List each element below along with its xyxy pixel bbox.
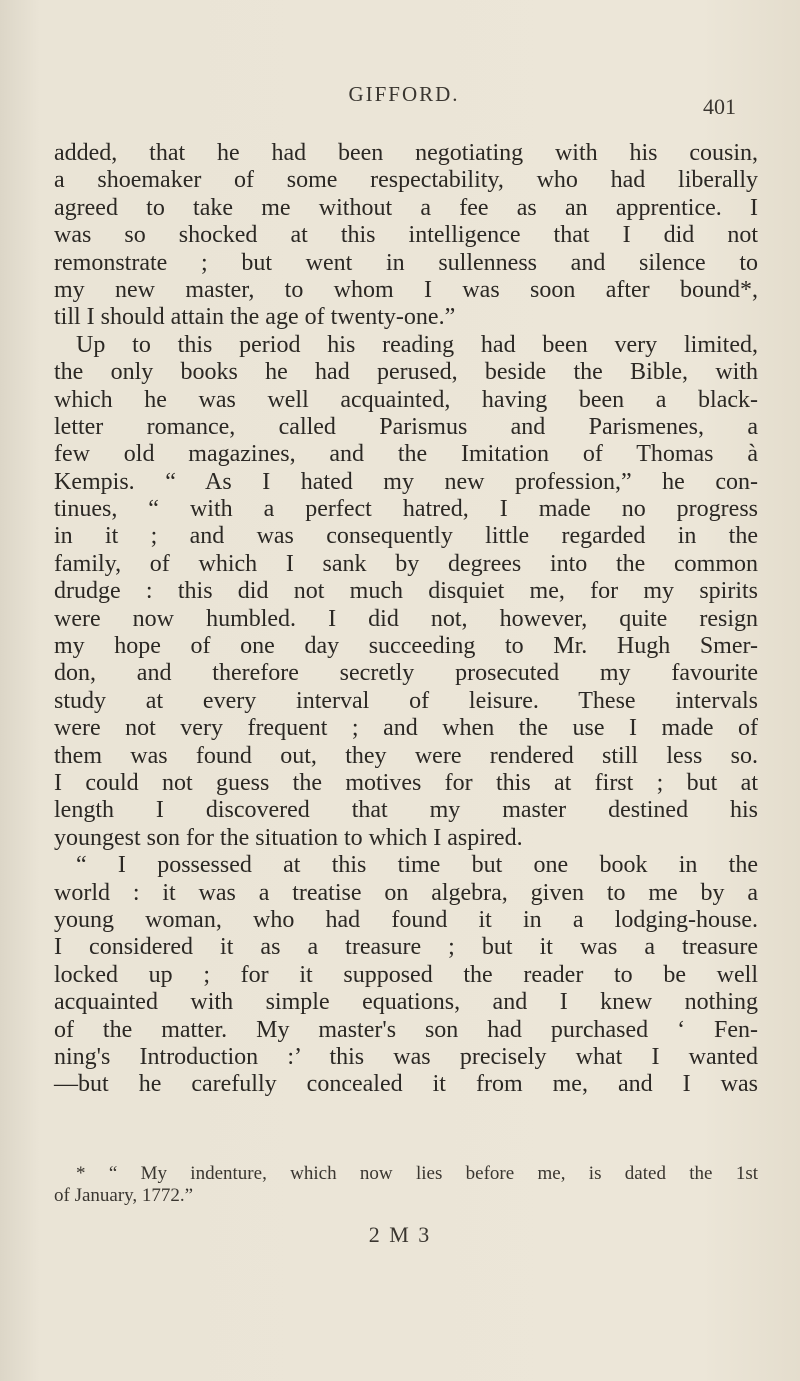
text-line: few old magazines, and the Imitation of Thomas à [54, 441, 758, 468]
text-line: till I should attain the age of twenty-one.” [54, 304, 456, 331]
text-line: of the matter. My master's son had purchased ‘ Fen- [54, 1016, 758, 1043]
text-line: I could not guess the motives for this at first ; but at [54, 769, 758, 796]
text-line: tinues, “ with a perfect hatred, I made no progress [54, 496, 758, 523]
text-line: was so shocked at this intelligence that I did not [54, 222, 758, 249]
text-line: were now humbled. I did not, however, quite resign [54, 605, 758, 632]
page-header [54, 82, 754, 122]
text-line: the only books he had perused, beside the Bible, with [54, 359, 758, 386]
text-line: world : it was a treatise on algebra, given to me by a [54, 879, 758, 906]
text-line: my new master, to whom I was soon after bound*, [54, 276, 758, 303]
footnote-line: of January, 1772.” [54, 1185, 194, 1206]
text-line: study at every interval of leisure. These intervals [54, 687, 758, 714]
text-line: remonstrate ; but went in sullenness and silence to [54, 249, 758, 276]
text-line: were not very frequent ; and when the use I made of [54, 715, 758, 742]
text-line: a shoemaker of some respectability, who had liberally [54, 167, 758, 194]
signature-mark: 2 M 3 [368, 1222, 432, 1247]
footnote-line: * “ My indenture, which now lies before me, is dated the 1st [76, 1163, 758, 1184]
footnote [54, 1163, 758, 1207]
text-line: letter romance, called Parismus and Parismenes, a [54, 413, 758, 440]
text-line: my hope of one day succeeding to Mr. Hugh Smer- [54, 633, 758, 660]
text-line: I considered it as a treasure ; but it was a treasure [54, 934, 758, 961]
text-line: agreed to take me without a fee as an apprentice. I [54, 194, 758, 221]
text-line: Kempis. “ As I hated my new profession,” he con- [54, 468, 758, 495]
text-line: added, that he had been negotiating with his cousin, [54, 140, 758, 166]
text-line: young woman, who had found it in a lodging-house. [54, 906, 758, 933]
text-line: them was found out, they were rendered still less so. [54, 742, 758, 769]
text-line: acquainted with simple equations, and I knew nothing [54, 989, 758, 1016]
page-number: 401 [703, 94, 736, 119]
text-line: length I discovered that my master destined his [54, 797, 758, 824]
text-line: “ I possessed at this time but one book in the [76, 852, 758, 879]
text-line: drudge : this did not much disquiet me, for my spirits [54, 578, 758, 605]
text-line: Up to this period his reading had been very limited, [76, 331, 758, 358]
text-line: locked up ; for it supposed the reader to be well [54, 961, 758, 988]
text-line: —but he carefully concealed it from me, and I was [54, 1071, 758, 1098]
text-line: in it ; and was consequently little regarded in the [54, 523, 758, 550]
text-line: don, and therefore secretly prosecuted my favourite [54, 660, 758, 687]
text-line: ning's Introduction :’ this was precisely what I wanted [54, 1043, 758, 1070]
text-line: youngest son for the situation to which I aspired. [54, 824, 523, 851]
text-line: family, of which I sank by degrees into the common [54, 550, 758, 577]
running-head: GIFFORD. [348, 82, 460, 106]
text-line: which he was well acquainted, having been a black- [54, 386, 758, 413]
body-text [54, 140, 758, 1099]
